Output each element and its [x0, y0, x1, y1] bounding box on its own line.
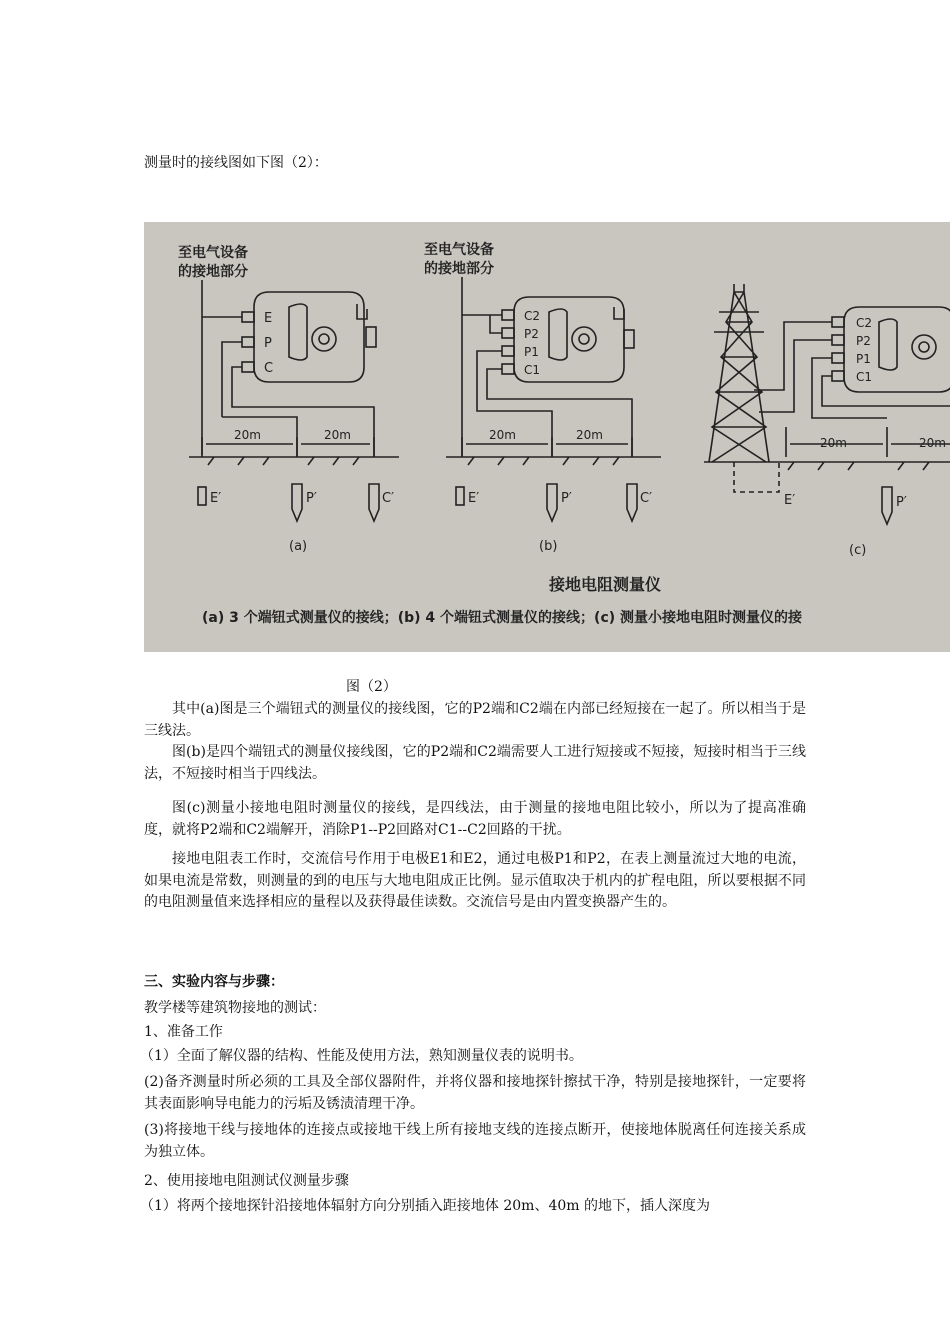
section-heading: 三、实验内容与步骤：: [144, 974, 284, 990]
probe-c-b: [627, 484, 637, 521]
meter-window-a: [289, 304, 307, 360]
probe-p-a: [292, 484, 302, 521]
probe-label-p-c: P′: [896, 495, 907, 510]
device-label-a-1: 至电气设备: [178, 245, 248, 261]
step-line-1: 教学楼等建筑物接地的测试：: [144, 1000, 326, 1016]
electrode-e-b: [456, 487, 464, 505]
step-line-3: （1）全面了解仪器的结构、性能及使用方法，熟知测量仪表的说明书。: [140, 1048, 583, 1064]
paragraph-1: 其中(a)图是三个端钮式的测量仪的接线图，它的P2端和C2端在内部已经短接在一起了。所以相当于是三线法。: [144, 701, 806, 739]
dist-b-1: 20m: [489, 428, 516, 442]
terminal-c-c2: C2: [856, 316, 873, 330]
paragraph-3: 图(c)测量小接地电阻时测量仪的接线，是四线法，由于测量的接地电阻比较小，所以为了提高准确度，就将P2端和C2端解开，消除P1--P2回路对C1--C2回路的干扰。: [144, 800, 806, 838]
probe-label-e-c: E′: [784, 493, 796, 508]
meter-knob-a: [312, 327, 336, 351]
probe-label-e-a: E′: [210, 491, 222, 506]
wiring-diagram-figure: [144, 222, 950, 652]
dist-a-2: 20m: [324, 428, 351, 442]
step-line-5: (3)将接地干线与接地体的连接点或接地干线上所有接地支线的连接点断开，使接地体脱离任何连接关系成为独立体。: [144, 1122, 806, 1160]
probe-p-b: [547, 484, 557, 521]
ground-a: [189, 457, 399, 465]
ground-c: [704, 462, 950, 470]
dist-a-1: 20m: [234, 428, 261, 442]
probe-c-a: [369, 484, 379, 521]
paragraph-2: 图(b)是四个端钮式的测量仪接线图，它的P2端和C2端需要人工进行短接或不短接，短接时相当于三线法，不短接时相当于四线法。: [144, 744, 806, 782]
figure-caption: 图（2）: [346, 679, 397, 695]
probe-p-c: [882, 487, 892, 524]
terminal-a-p: P: [264, 336, 272, 351]
terminal-c-p1: P1: [856, 352, 871, 366]
figure-caption-line: (a) 3 个端钮式测量仪的接线；(b) 4 个端钮式测量仪的接线；(c) 测量小接地电阻时测量仪的接: [202, 610, 803, 626]
electrode-e-a: [198, 487, 206, 505]
ground-b: [446, 457, 661, 465]
probe-label-e-b: E′: [468, 491, 480, 506]
terminal-b-c2: C2: [524, 309, 541, 323]
step-line-7: （1）将两个接地探针沿接地体辐射方向分别插入距接地体 20m、40m 的地下，插人深度为: [140, 1198, 710, 1214]
paragraph-4: 接地电阻表工作时，交流信号作用于电极E1和E2，通过电极P1和P2，在表上测量流过大地的电流，如果电流是常数，则测量的到的电压与大地电阻成正比例。显示值取决于机内的扩程电阻，所以要根据不同的电阻测量值来选择相应的量程以及获得最佳读数。交流信号是由内置变换器产生的。: [144, 851, 806, 910]
dist-c-1: 20m: [820, 436, 847, 450]
device-label-b-2: 的接地部分: [424, 261, 494, 277]
diagram-a: [178, 244, 399, 554]
probe-label-c-b: C′: [640, 491, 653, 506]
sub-label-c: (c): [849, 543, 867, 558]
step-line-6: 2、使用接地电阻测试仪测量步骤: [144, 1173, 349, 1189]
step-line-4: (2)备齐测量时所必须的工具及全部仪器附件，并将仪器和接地探针擦拭干净，特别是接地探针，一定要将其表面影响导电能力的污垢及锈渍清理干净。: [144, 1074, 806, 1112]
probe-label-p-a: P′: [306, 491, 317, 506]
dist-c-2: 20m: [919, 436, 946, 450]
terminal-b-c1: C1: [524, 363, 541, 377]
figure-title: 接地电阻测量仪: [549, 575, 662, 594]
terminal-c-c1: C1: [856, 370, 873, 384]
terminal-c-p2: P2: [856, 334, 871, 348]
probe-label-p-b: P′: [561, 491, 572, 506]
sub-label-b: (b): [539, 539, 558, 554]
diagram-b: [424, 241, 661, 554]
terminal-b-p1: P1: [524, 345, 539, 359]
terminal-b-p2: P2: [524, 327, 539, 341]
intro-line: 测量时的接线图如下图（2）：: [144, 155, 328, 171]
dist-b-2: 20m: [576, 428, 603, 442]
device-label-b-1: 至电气设备: [424, 242, 494, 258]
sub-label-a: (a): [289, 539, 308, 554]
terminal-a-e: E: [264, 311, 273, 326]
device-label-a-2: 的接地部分: [178, 264, 248, 280]
terminal-a-c: C: [264, 361, 274, 376]
probe-label-c-a: C′: [382, 491, 395, 506]
step-line-2: 1、准备工作: [144, 1024, 223, 1040]
diagram-c: [704, 284, 950, 558]
tower: [709, 292, 769, 462]
